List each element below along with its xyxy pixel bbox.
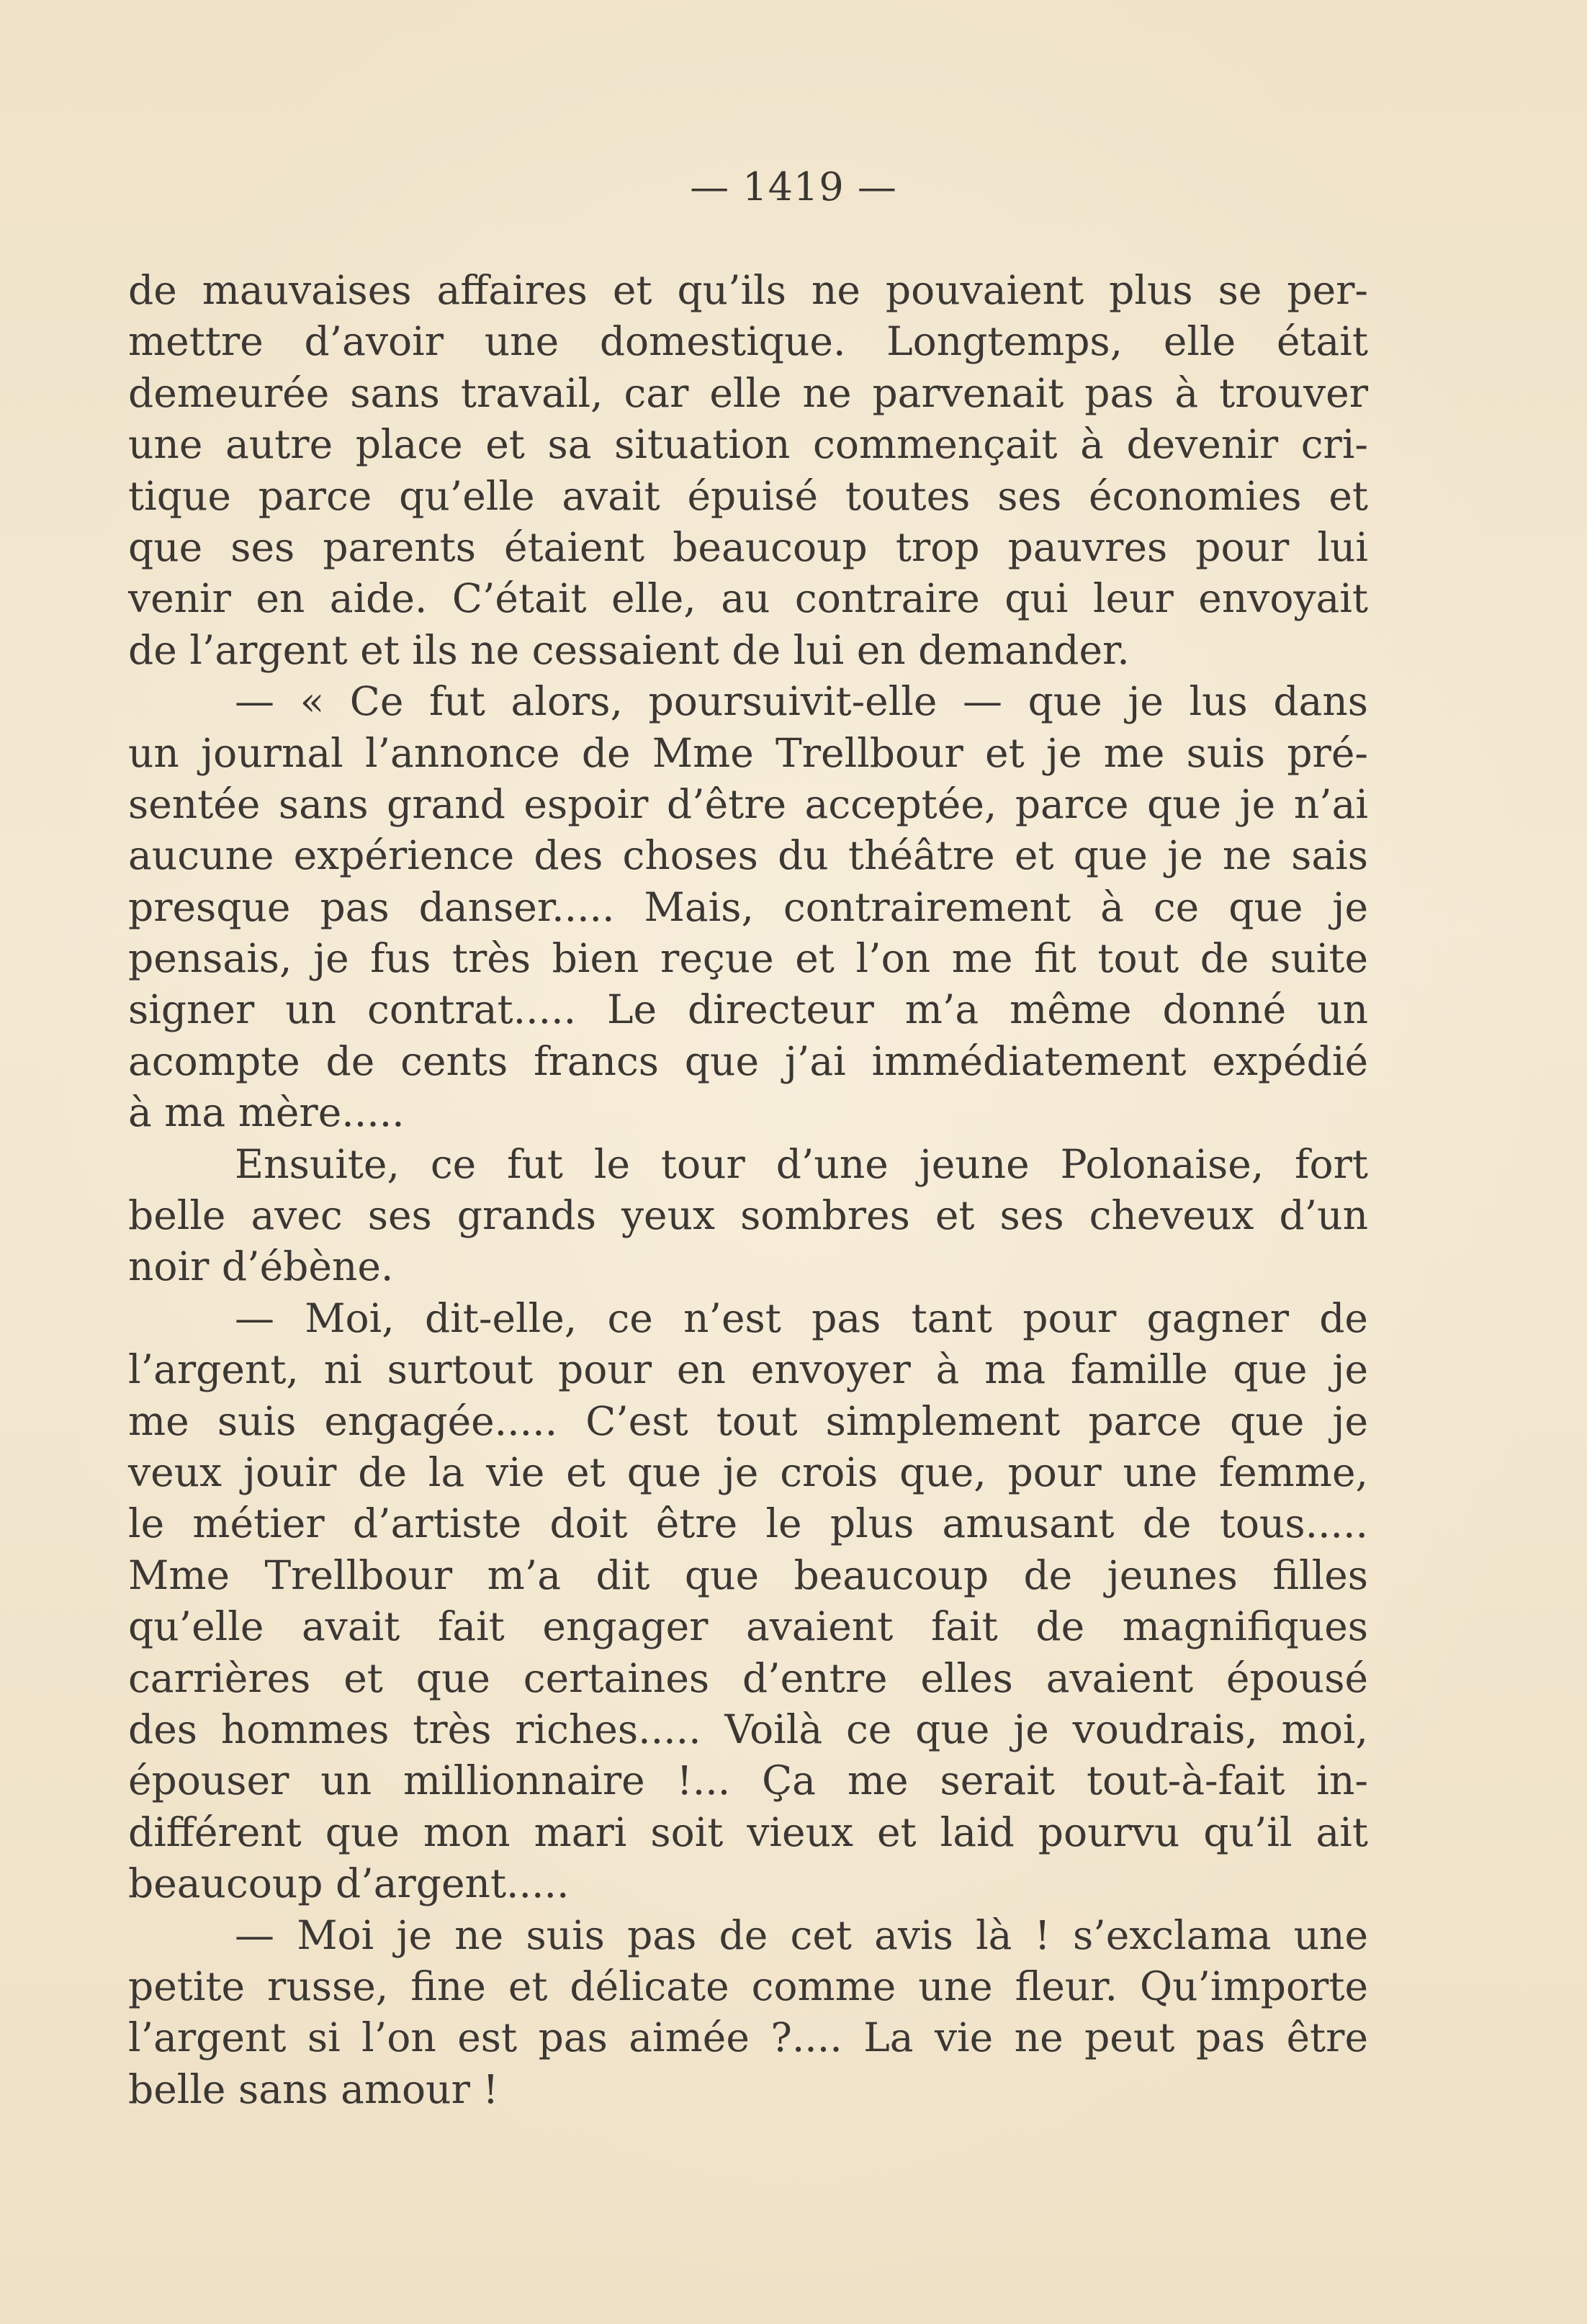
text-line: beaucoup d’argent..... xyxy=(128,1860,570,1907)
body-text xyxy=(128,265,1368,2115)
text-line: sentée sans grand espoir d’être acceptée, parce que je n’ai xyxy=(128,780,1368,827)
text-line: petite russe, fine et délicate comme une fleur. Qu’importe xyxy=(128,1963,1368,2009)
text-line: — Moi je ne suis pas de cet avis là ! s’exclama une xyxy=(235,1911,1368,1958)
text-line: Mme Trellbour m’a dit que beaucoup de jeunes filles xyxy=(128,1551,1368,1598)
text-line: épouser un millionnaire !... Ça me serait tout-à-fait in- xyxy=(128,1757,1368,1804)
text-line: acompte de cents francs que j’ai immédiatement expédié xyxy=(128,1037,1368,1084)
text-line: une autre place et sa situation commençait à devenir cri- xyxy=(128,421,1368,468)
text-line: — « Ce fut alors, poursuivit-elle — que je lus dans xyxy=(235,678,1368,725)
text-line: — Moi, dit-elle, ce n’est pas tant pour gagner de xyxy=(235,1294,1368,1341)
page-number: — 1419 — xyxy=(690,164,897,210)
text-line: l’argent si l’on est pas aimée ?.... La vie ne peut pas être xyxy=(128,2014,1368,2061)
text-line: un journal l’annonce de Mme Trellbour et je me suis pré- xyxy=(128,729,1368,776)
text-line: signer un contrat..... Le directeur m’a même donné un xyxy=(128,986,1368,1033)
text-line: l’argent, ni surtout pour en envoyer à ma famille que je xyxy=(128,1346,1368,1393)
text-line: venir en aide. C’était elle, au contraire qui leur envoyait xyxy=(128,575,1368,622)
text-line: demeurée sans travail, car elle ne parvenait pas à trouver xyxy=(128,369,1368,416)
text-line: le métier d’artiste doit être le plus amusant de tous..... xyxy=(128,1500,1368,1547)
text-line: belle avec ses grands yeux sombres et ses cheveux d’un xyxy=(128,1192,1368,1239)
text-line: différent que mon mari soit vieux et laid pourvu qu’il ait xyxy=(128,1809,1368,1855)
text-line: mettre d’avoir une domestique. Longtemps, elle était xyxy=(128,318,1368,365)
text-line: que ses parents étaient beaucoup trop pauvres pour lui xyxy=(128,523,1368,570)
text-line: des hommes très riches..... Voilà ce que je voudrais, moi, xyxy=(128,1706,1368,1752)
text-line: noir d’ébène. xyxy=(128,1243,394,1290)
text-line: de mauvaises affaires et qu’ils ne pouvaient plus se per- xyxy=(128,267,1368,313)
text-line: aucune expérience des choses du théâtre et que je ne sais xyxy=(128,832,1368,879)
text-line: carrières et que certaines d’entre elles avaient épousé xyxy=(128,1654,1368,1701)
text-line: presque pas danser..... Mais, contrairement à ce que je xyxy=(128,883,1368,930)
text-line: veux jouir de la vie et que je crois que, pour une femme, xyxy=(128,1449,1368,1495)
text-line: qu’elle avait fait engager avaient fait de magnifiques xyxy=(128,1603,1368,1650)
text-line: à ma mère..... xyxy=(128,1089,405,1136)
text-line: belle sans amour ! xyxy=(128,2066,499,2112)
text-line: me suis engagée..... C’est tout simplement parce que je xyxy=(128,1397,1368,1444)
text-line: Ensuite, ce fut le tour d’une jeune Polonaise, fort xyxy=(235,1140,1368,1187)
text-line: de l’argent et ils ne cessaient de lui en demander. xyxy=(128,626,1130,673)
text-line: tique parce qu’elle avait épuisé toutes ses économies et xyxy=(128,472,1368,519)
text-line: pensais, je fus très bien reçue et l’on me fit tout de suite xyxy=(128,935,1368,982)
